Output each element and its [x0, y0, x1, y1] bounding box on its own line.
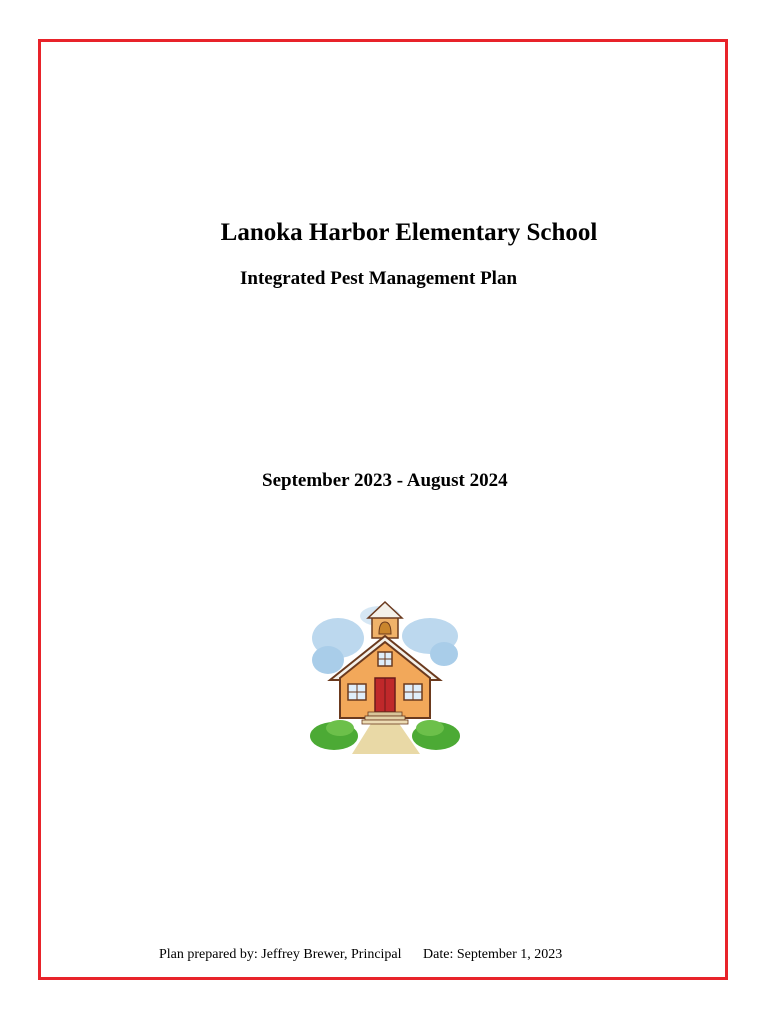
schoolhouse-illustration: [310, 598, 460, 756]
footer: [159, 947, 562, 963]
school-name-heading: Lanoka Harbor Elementary School: [220, 219, 598, 246]
plan-title-heading: Integrated Pest Management Plan: [240, 268, 518, 289]
plan-date-text: Date: September 1, 2023: [423, 947, 563, 962]
cloud-left-2: [312, 646, 344, 674]
cloud-right-2: [430, 642, 458, 666]
steps: [368, 712, 402, 716]
walkway: [352, 722, 420, 754]
prepared-by-text: Plan prepared by: Jeffrey Brewer, Principal: [159, 947, 402, 962]
page-border: [38, 39, 728, 980]
bell-icon: [379, 622, 391, 634]
date-range-heading: September 2023 - August 2024: [262, 470, 508, 491]
